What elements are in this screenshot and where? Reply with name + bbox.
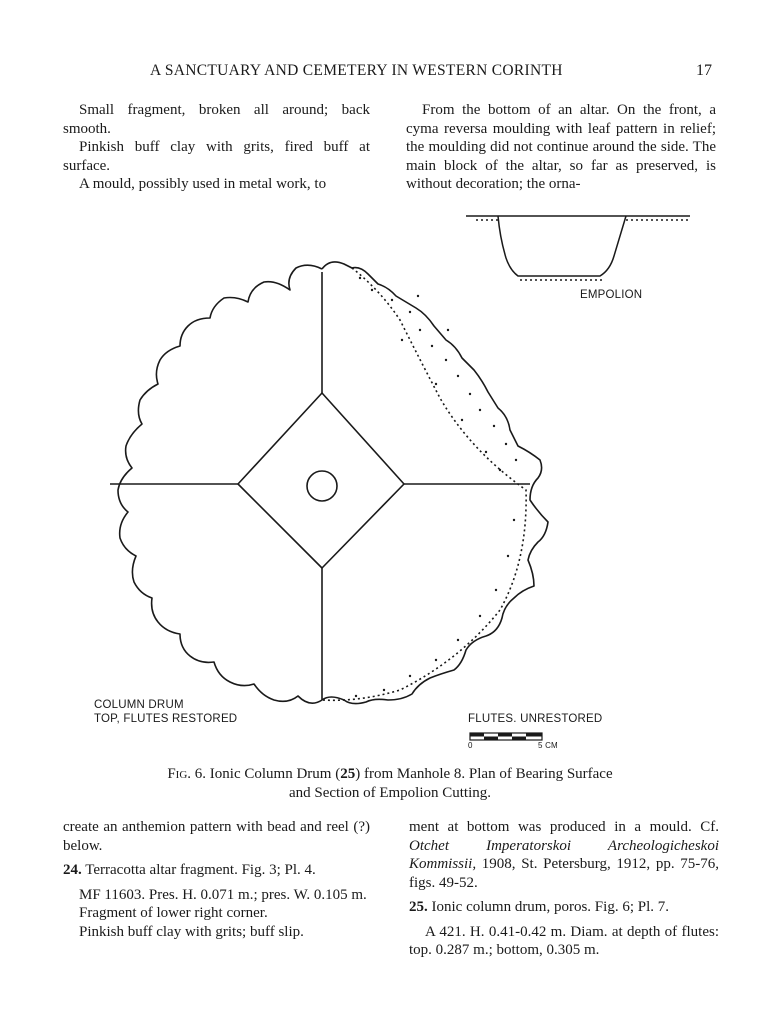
paragraph: Pinkish buff clay with grits, fired buff at surface. — [63, 139, 370, 174]
column-drum-figure — [60, 200, 740, 760]
caption-text-a: Ionic Column Drum ( — [209, 766, 341, 782]
caption-text-b: ) from Manhole 8. Plan of Bearing Surface — [355, 766, 613, 782]
label-empolion: EMPOLION — [580, 289, 643, 301]
bottom-right-column — [409, 818, 719, 960]
journal-title: Otchet Imperatorskoi Archeologicheskoi Kommissii, — [409, 837, 719, 872]
paragraph: A mould, possibly used in metal work, to — [79, 176, 327, 192]
drum-outline — [322, 262, 548, 704]
center-dowel-hole — [307, 471, 337, 501]
paragraph: create an anthemion pattern with bead and reel (?) below. — [63, 819, 370, 854]
top-right-column — [406, 101, 716, 194]
paragraph-text: 1908, St. Petersburg, 1912, pp. 75-76, figs. 49-52. — [409, 856, 720, 891]
paragraph: Small fragment, broken all around; back smooth. — [63, 102, 370, 137]
caption-entry-number: 25 — [340, 766, 356, 782]
center-square — [238, 393, 404, 568]
figure-caption — [90, 765, 690, 803]
entry-title: Ionic column drum, poros. Fig. 6; Pl. 7. — [431, 899, 669, 915]
caption-fig-label: Fig. 6. — [167, 766, 207, 782]
stipple-dots — [355, 277, 517, 697]
caption-line-2: and Section of Empolion Cutting. — [288, 785, 492, 801]
entry-title: Terracotta altar fragment. Fig. 3; Pl. 4. — [85, 862, 316, 878]
paragraph: A 421. H. 0.41-0.42 m. Diam. at depth of flutes: top. 0.287 m.; bottom, 0.305 m. — [409, 923, 719, 958]
catalogue-entry-25 — [409, 898, 719, 917]
entry-number: 24. — [63, 862, 82, 878]
paragraph: Pinkish buff clay with grits; buff slip. — [79, 923, 304, 940]
bottom-left-column — [63, 818, 370, 941]
paragraph: MF 11603. Pres. H. 0.071 m.; pres. W. 0.105 m. — [79, 886, 367, 903]
scale-bar — [470, 733, 542, 740]
paragraph: Fragment of lower right corner. — [79, 905, 268, 921]
paragraph: From the bottom of an altar. On the front, a cyma reversa moulding with leaf pattern in relief; the moulding did not continue around the side. The main block of the altar, so far as preserved, is without decoration; the orna- — [406, 102, 716, 192]
running-title: A SANCTUARY AND CEMETERY IN WESTERN CORINTH — [150, 62, 563, 79]
entry-number: 25. — [409, 899, 428, 915]
top-left-column — [63, 101, 370, 194]
catalogue-entry-24 — [63, 861, 370, 880]
label-flutes-unrestored: FLUTES. UNRESTORED — [468, 713, 603, 725]
scale-zero-label: 0 — [468, 741, 473, 750]
page-number: 17 — [696, 62, 712, 79]
scale-end-label: 5 CM — [538, 741, 558, 750]
label-column-drum: COLUMN DRUM — [94, 699, 184, 711]
paragraph-text: ment at bottom was produced in a mould. Cf. — [409, 819, 719, 835]
label-flutes-restored: TOP, FLUTES RESTORED — [94, 713, 238, 725]
paragraph — [409, 818, 719, 892]
empolion-section — [466, 216, 690, 280]
